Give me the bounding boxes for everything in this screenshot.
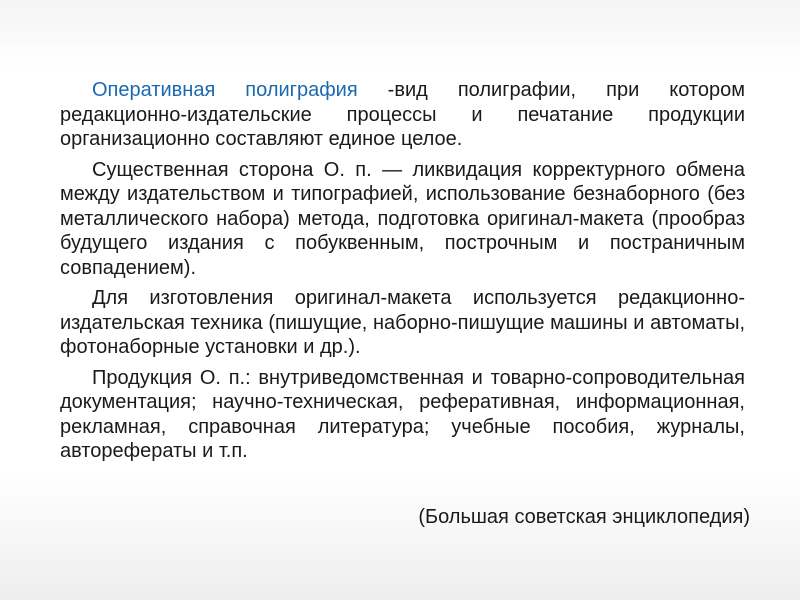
paragraph-essence [60, 158, 745, 281]
source-citation: (Большая советская энциклопедия) [418, 506, 750, 528]
highlighted-term: Оперативная полиграфия [92, 79, 358, 101]
paragraph-text: Существенная сторона О. п. — ликвидация корректурного обмена между издательством и типографией, использование безнаборного (без металлического набора) метода, подготовка оригинал-макета (прообраз будущего издания с побуквенным, построчным и постраничным совпадением). [60, 158, 745, 279]
paragraph-equipment [60, 286, 745, 360]
paragraph-text: Для изготовления оригинал-макета используется редакционно-издательская техника (пишущие, наборно-пишущие машины и автоматы, фотонаборные установки и др.). [60, 287, 745, 358]
paragraph-products [60, 366, 745, 464]
paragraph-text: -вид полиграфии, при котором редакционно-издательские процессы и печатание продукции организационно составляют единое целое. [60, 79, 745, 150]
slide-body [60, 78, 745, 470]
paragraph-definition [60, 78, 745, 152]
paragraph-text: Продукция О. п.: внутриведомственная и товарно-сопроводительная документация; научно-техническая, реферативная, информационная, рекламная, справочная литература; учебные пособия, журналы, авторефераты и т.п. [60, 366, 745, 462]
